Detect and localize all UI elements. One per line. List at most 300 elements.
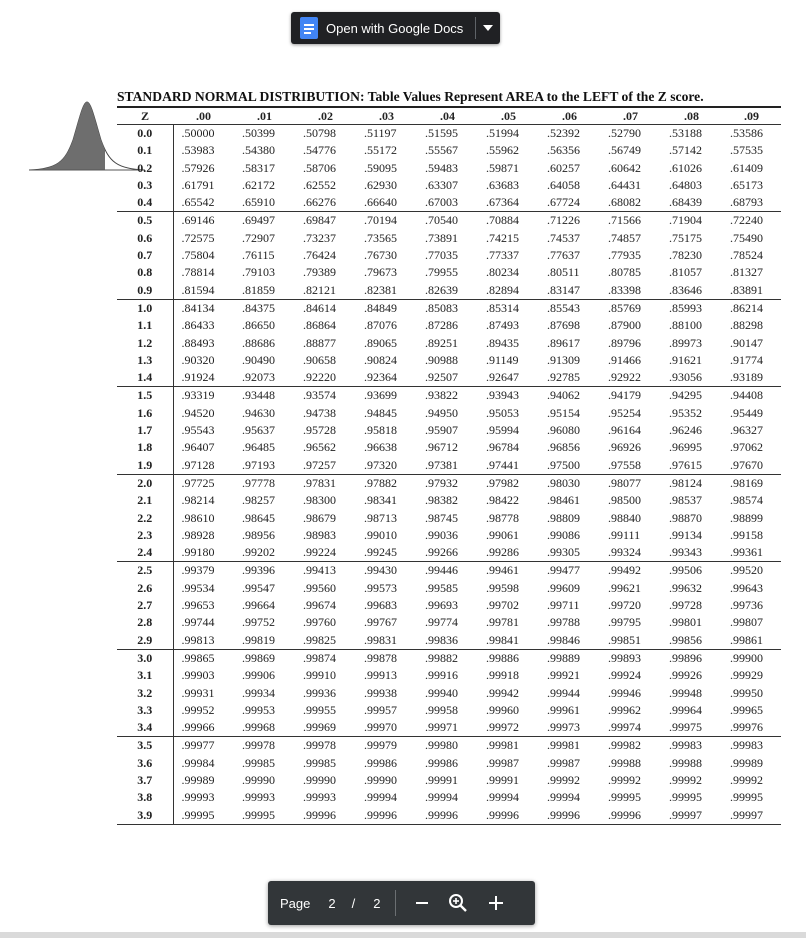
area-cell: .56749 bbox=[608, 143, 641, 158]
area-cell: .88686 bbox=[242, 335, 275, 350]
area-cell: .72575 bbox=[181, 230, 215, 245]
area-cell: .99982 bbox=[608, 738, 641, 753]
area-cell: .83646 bbox=[661, 282, 722, 300]
area-cell: .84375 bbox=[242, 300, 275, 315]
area-cell: .99988 bbox=[608, 755, 641, 770]
area-cell: .99995 bbox=[608, 790, 641, 805]
z-score-cell: 3.3 bbox=[117, 702, 173, 719]
area-cell: .63307 bbox=[425, 177, 458, 192]
area-cell: .88100 bbox=[669, 318, 702, 333]
area-cell: .77337 bbox=[486, 248, 519, 263]
area-cell: .99913 bbox=[364, 668, 397, 683]
area-cell: .96712 bbox=[425, 440, 458, 455]
area-cell: .99158 bbox=[730, 527, 763, 542]
table-header-row bbox=[117, 109, 781, 125]
area-cell: .99683 bbox=[364, 598, 397, 613]
area-cell: .98679 bbox=[303, 510, 336, 525]
area-cell: .96164 bbox=[608, 423, 641, 438]
area-cell: .67724 bbox=[539, 194, 600, 212]
area-cell: .59871 bbox=[486, 160, 519, 175]
area-cell: .51197 bbox=[364, 126, 397, 140]
area-cell: .96784 bbox=[486, 440, 519, 455]
area-cell: .75175 bbox=[669, 230, 702, 245]
table-row bbox=[117, 142, 781, 159]
area-cell: .99991 bbox=[425, 772, 458, 787]
z-score-cell: 2.3 bbox=[117, 527, 173, 544]
area-cell: .50399 bbox=[242, 126, 275, 140]
table-row bbox=[117, 264, 781, 281]
z-score-cell: 1.7 bbox=[117, 422, 173, 439]
area-cell: .99492 bbox=[608, 563, 641, 578]
area-cell: .78524 bbox=[730, 248, 763, 263]
z-score-cell: 0.0 bbox=[117, 125, 173, 143]
table-row bbox=[117, 317, 781, 334]
area-cell: .99266 bbox=[417, 544, 478, 562]
area-cell: .68082 bbox=[600, 194, 661, 212]
area-cell: .65910 bbox=[234, 194, 295, 212]
area-cell: .90658 bbox=[303, 352, 336, 367]
z-score-cell: 0.5 bbox=[117, 212, 173, 230]
table-row bbox=[117, 527, 781, 544]
area-cell: .99534 bbox=[181, 580, 215, 595]
google-docs-icon bbox=[300, 17, 318, 39]
area-cell: .72907 bbox=[242, 230, 275, 245]
open-with-google-docs-button[interactable] bbox=[291, 12, 500, 44]
area-cell: .81859 bbox=[234, 282, 295, 300]
area-cell: .99896 bbox=[669, 650, 702, 665]
area-cell: .79673 bbox=[364, 265, 397, 280]
area-cell: .99736 bbox=[730, 598, 763, 613]
area-cell: .83398 bbox=[600, 282, 661, 300]
area-cell: .99343 bbox=[661, 544, 722, 562]
area-cell: .99379 bbox=[181, 563, 215, 578]
z-score-cell: 3.4 bbox=[117, 719, 173, 737]
table-row bbox=[117, 737, 781, 755]
area-cell: .89435 bbox=[486, 335, 519, 350]
table-row bbox=[117, 194, 781, 212]
area-cell: .99245 bbox=[356, 544, 417, 562]
area-cell: .70540 bbox=[425, 213, 458, 228]
area-cell: .99994 bbox=[425, 790, 458, 805]
area-cell: .97320 bbox=[356, 457, 417, 475]
z-score-cell: 2.6 bbox=[117, 580, 173, 597]
area-cell: .94630 bbox=[242, 405, 275, 420]
area-cell: .99990 bbox=[242, 772, 275, 787]
area-cell: .99989 bbox=[181, 772, 215, 787]
area-cell: .92073 bbox=[234, 369, 295, 387]
table-row bbox=[117, 580, 781, 597]
area-cell: .99944 bbox=[547, 685, 580, 700]
area-cell: .99934 bbox=[242, 685, 275, 700]
area-cell: .92507 bbox=[417, 369, 478, 387]
area-cell: .99988 bbox=[669, 755, 702, 770]
z-score-cell: 1.0 bbox=[117, 299, 173, 317]
table-row bbox=[117, 212, 781, 230]
area-cell: .99621 bbox=[608, 580, 641, 595]
area-cell: .93056 bbox=[661, 369, 722, 387]
area-cell: .97558 bbox=[600, 457, 661, 475]
area-cell: .99825 bbox=[295, 632, 356, 650]
area-cell: .99396 bbox=[242, 563, 275, 578]
area-cell: .98537 bbox=[669, 493, 702, 508]
area-cell: .99996 bbox=[600, 807, 661, 825]
area-cell: .99950 bbox=[730, 685, 763, 700]
area-cell: .99986 bbox=[425, 755, 458, 770]
area-cell: .97778 bbox=[242, 475, 275, 490]
area-cell: .95449 bbox=[730, 405, 763, 420]
area-cell: .99760 bbox=[303, 615, 336, 630]
area-cell: .99976 bbox=[722, 719, 781, 737]
z-score-cell: 0.6 bbox=[117, 230, 173, 247]
area-cell: .98809 bbox=[547, 510, 580, 525]
area-cell: .95154 bbox=[547, 405, 580, 420]
area-cell: .98461 bbox=[547, 493, 580, 508]
header-col: .01 bbox=[234, 109, 295, 125]
area-cell: .99994 bbox=[486, 790, 519, 805]
area-cell: .98257 bbox=[242, 493, 275, 508]
area-cell: .99952 bbox=[181, 702, 215, 717]
area-cell: .73565 bbox=[364, 230, 397, 245]
area-cell: .71904 bbox=[669, 213, 702, 228]
area-cell: .99972 bbox=[478, 719, 539, 737]
area-cell: .99996 bbox=[295, 807, 356, 825]
area-cell: .99693 bbox=[425, 598, 458, 613]
area-cell: .99984 bbox=[181, 755, 215, 770]
area-cell: .99664 bbox=[242, 598, 275, 613]
area-cell: .83147 bbox=[539, 282, 600, 300]
area-cell: .91924 bbox=[173, 369, 234, 387]
table-row bbox=[117, 702, 781, 719]
area-cell: .74857 bbox=[608, 230, 641, 245]
z-score-cell: 2.0 bbox=[117, 474, 173, 492]
area-cell: .99985 bbox=[303, 755, 336, 770]
area-cell: .99992 bbox=[547, 772, 580, 787]
zoom-fit-button[interactable] bbox=[446, 891, 470, 915]
area-cell: .99061 bbox=[486, 527, 519, 542]
z-score-cell: 3.0 bbox=[117, 649, 173, 667]
area-cell: .99969 bbox=[295, 719, 356, 737]
area-cell: .68793 bbox=[722, 194, 781, 212]
area-cell: .96638 bbox=[364, 440, 397, 455]
zoom-in-button[interactable] bbox=[484, 891, 508, 915]
area-cell: .87698 bbox=[547, 318, 580, 333]
area-cell: .99893 bbox=[608, 650, 641, 665]
area-cell: .96926 bbox=[608, 440, 641, 455]
area-cell: .98983 bbox=[303, 527, 336, 542]
area-cell: .85993 bbox=[669, 300, 702, 315]
area-cell: .50798 bbox=[303, 126, 336, 140]
area-cell: .99995 bbox=[173, 807, 234, 825]
area-cell: .99938 bbox=[364, 685, 397, 700]
area-cell: .99961 bbox=[547, 702, 580, 717]
current-page-number[interactable]: 2 bbox=[328, 895, 336, 911]
z-score-cell: 2.8 bbox=[117, 614, 173, 631]
area-cell: .64431 bbox=[608, 177, 641, 192]
area-cell: .99929 bbox=[730, 668, 763, 683]
area-cell: .88877 bbox=[303, 335, 336, 350]
header-col: .04 bbox=[417, 109, 478, 125]
area-cell: .94520 bbox=[181, 405, 215, 420]
z-score-cell: 1.5 bbox=[117, 387, 173, 405]
area-cell: .99851 bbox=[600, 632, 661, 650]
area-cell: .63683 bbox=[486, 177, 519, 192]
area-cell: .95907 bbox=[425, 423, 458, 438]
area-cell: .99953 bbox=[242, 702, 275, 717]
area-cell: .99975 bbox=[661, 719, 722, 737]
area-cell: .60257 bbox=[547, 160, 580, 175]
table-row bbox=[117, 789, 781, 806]
area-cell: .86650 bbox=[242, 318, 275, 333]
area-cell: .99846 bbox=[539, 632, 600, 650]
table-row bbox=[117, 457, 781, 475]
area-cell: .82121 bbox=[295, 282, 356, 300]
area-cell: .97725 bbox=[181, 475, 215, 490]
area-cell: .91309 bbox=[547, 352, 580, 367]
table-row bbox=[117, 247, 781, 264]
area-cell: .94738 bbox=[303, 405, 336, 420]
table-row bbox=[117, 299, 781, 317]
area-cell: .82381 bbox=[356, 282, 417, 300]
area-cell: .99874 bbox=[303, 650, 336, 665]
page-bottom-edge bbox=[0, 932, 806, 938]
area-cell: .89251 bbox=[425, 335, 458, 350]
table-row bbox=[117, 160, 781, 177]
area-cell: .67364 bbox=[478, 194, 539, 212]
area-cell: .96327 bbox=[730, 423, 763, 438]
area-cell: .80511 bbox=[547, 265, 580, 280]
area-cell: .55567 bbox=[425, 143, 458, 158]
table-row bbox=[117, 597, 781, 614]
z-score-cell: 1.3 bbox=[117, 352, 173, 369]
area-cell: .94295 bbox=[669, 388, 702, 403]
area-cell: .99889 bbox=[547, 650, 580, 665]
table-row bbox=[117, 422, 781, 439]
area-cell: .99997 bbox=[722, 807, 781, 825]
area-cell: .88493 bbox=[181, 335, 215, 350]
area-cell: .89973 bbox=[669, 335, 702, 350]
area-cell: .95728 bbox=[303, 423, 336, 438]
area-cell: .98574 bbox=[730, 493, 763, 508]
area-cell: .94179 bbox=[608, 388, 641, 403]
z-score-cell: 3.9 bbox=[117, 807, 173, 825]
area-cell: .85543 bbox=[547, 300, 580, 315]
area-cell: .86864 bbox=[303, 318, 336, 333]
area-cell: .99801 bbox=[669, 615, 702, 630]
area-cell: .92364 bbox=[356, 369, 417, 387]
area-cell: .99910 bbox=[303, 668, 336, 683]
area-cell: .99931 bbox=[181, 685, 215, 700]
area-cell: .99632 bbox=[669, 580, 702, 595]
area-cell: .99430 bbox=[364, 563, 397, 578]
area-cell: .94950 bbox=[425, 405, 458, 420]
magnifier-icon bbox=[448, 893, 468, 913]
area-cell: .98422 bbox=[486, 493, 519, 508]
z-score-cell: 1.6 bbox=[117, 405, 173, 422]
area-cell: .99831 bbox=[356, 632, 417, 650]
area-cell: .55962 bbox=[486, 143, 519, 158]
area-cell: .83891 bbox=[722, 282, 781, 300]
area-cell: .56356 bbox=[547, 143, 580, 158]
table-row bbox=[117, 667, 781, 684]
area-cell: .99958 bbox=[425, 702, 458, 717]
area-cell: .99643 bbox=[730, 580, 763, 595]
area-cell: .99609 bbox=[547, 580, 580, 595]
area-cell: .98124 bbox=[669, 475, 702, 490]
area-cell: .99788 bbox=[547, 615, 580, 630]
area-cell: .99992 bbox=[669, 772, 702, 787]
area-cell: .99861 bbox=[722, 632, 781, 650]
area-cell: .99971 bbox=[417, 719, 478, 737]
area-cell: .99653 bbox=[181, 598, 215, 613]
table-row bbox=[117, 649, 781, 667]
area-cell: .99744 bbox=[181, 615, 215, 630]
area-cell: .98214 bbox=[181, 493, 215, 508]
area-cell: .92922 bbox=[600, 369, 661, 387]
area-cell: .96562 bbox=[303, 440, 336, 455]
area-cell: .76424 bbox=[303, 248, 336, 263]
area-cell: .99361 bbox=[722, 544, 781, 562]
area-cell: .92785 bbox=[539, 369, 600, 387]
area-cell: .57535 bbox=[730, 143, 763, 158]
area-cell: .62552 bbox=[303, 177, 336, 192]
table-row bbox=[117, 405, 781, 422]
header-col: .03 bbox=[356, 109, 417, 125]
area-cell: .97062 bbox=[730, 440, 763, 455]
area-cell: .94408 bbox=[730, 388, 763, 403]
area-cell: .99720 bbox=[608, 598, 641, 613]
area-cell: .91466 bbox=[608, 352, 641, 367]
area-cell: .99869 bbox=[242, 650, 275, 665]
area-cell: .93448 bbox=[242, 388, 275, 403]
area-cell: .99946 bbox=[608, 685, 641, 700]
area-cell: .99180 bbox=[173, 544, 234, 562]
area-cell: .52790 bbox=[608, 126, 641, 140]
table-row bbox=[117, 177, 781, 194]
area-cell: .50000 bbox=[181, 126, 215, 140]
area-cell: .76730 bbox=[364, 248, 397, 263]
z-score-cell: 3.6 bbox=[117, 755, 173, 772]
z-score-cell: 2.5 bbox=[117, 562, 173, 580]
area-cell: .99981 bbox=[486, 738, 519, 753]
area-cell: .95254 bbox=[608, 405, 641, 420]
area-cell: .55172 bbox=[364, 143, 397, 158]
area-cell: .84614 bbox=[303, 300, 336, 315]
area-cell: .99767 bbox=[364, 615, 397, 630]
area-cell: .66276 bbox=[295, 194, 356, 212]
area-cell: .93699 bbox=[364, 388, 397, 403]
area-cell: .99955 bbox=[303, 702, 336, 717]
table-row bbox=[117, 474, 781, 492]
area-cell: .85769 bbox=[608, 300, 641, 315]
area-cell: .86214 bbox=[730, 300, 763, 315]
area-cell: .79103 bbox=[242, 265, 275, 280]
area-cell: .97441 bbox=[478, 457, 539, 475]
toolbar-divider bbox=[395, 890, 396, 916]
area-cell: .91621 bbox=[669, 352, 702, 367]
area-cell: .99836 bbox=[417, 632, 478, 650]
area-cell: .90490 bbox=[242, 352, 275, 367]
area-cell: .74537 bbox=[547, 230, 580, 245]
area-cell: .68439 bbox=[661, 194, 722, 212]
z-score-cell: 2.4 bbox=[117, 544, 173, 562]
caret-down-icon[interactable] bbox=[476, 25, 500, 31]
area-cell: .99813 bbox=[173, 632, 234, 650]
area-cell: .84134 bbox=[181, 300, 215, 315]
area-cell: .69847 bbox=[303, 213, 336, 228]
area-cell: .85083 bbox=[425, 300, 458, 315]
header-col: .06 bbox=[539, 109, 600, 125]
area-cell: .99461 bbox=[486, 563, 519, 578]
area-cell: .98300 bbox=[303, 493, 336, 508]
area-cell: .99674 bbox=[303, 598, 336, 613]
area-cell: .99968 bbox=[234, 719, 295, 737]
page-label: Page bbox=[280, 895, 311, 911]
area-cell: .73891 bbox=[425, 230, 458, 245]
area-cell: .99795 bbox=[608, 615, 641, 630]
table-row bbox=[117, 335, 781, 352]
area-cell: .90320 bbox=[181, 352, 215, 367]
area-cell: .54380 bbox=[242, 143, 275, 158]
area-cell: .99036 bbox=[425, 527, 458, 542]
area-cell: .99960 bbox=[486, 702, 519, 717]
area-cell: .82639 bbox=[417, 282, 478, 300]
z-score-cell: 1.1 bbox=[117, 317, 173, 334]
area-cell: .51595 bbox=[425, 126, 458, 140]
total-pages: 2 bbox=[373, 895, 381, 911]
area-cell: .61409 bbox=[730, 160, 763, 175]
area-cell: .99966 bbox=[173, 719, 234, 737]
area-cell: .73237 bbox=[303, 230, 336, 245]
area-cell: .95818 bbox=[364, 423, 397, 438]
area-cell: .96995 bbox=[669, 440, 702, 455]
area-cell: .99990 bbox=[364, 772, 397, 787]
area-cell: .69497 bbox=[242, 213, 275, 228]
area-cell: .53983 bbox=[181, 143, 215, 158]
area-cell: .71566 bbox=[608, 213, 641, 228]
area-cell: .99878 bbox=[364, 650, 397, 665]
area-cell: .97257 bbox=[295, 457, 356, 475]
area-cell: .64803 bbox=[669, 177, 702, 192]
header-z: Z bbox=[117, 109, 173, 125]
area-cell: .59095 bbox=[364, 160, 397, 175]
z-score-cell: 0.9 bbox=[117, 282, 173, 300]
area-cell: .95543 bbox=[181, 423, 215, 438]
area-cell: .99774 bbox=[425, 615, 458, 630]
area-cell: .99413 bbox=[303, 563, 336, 578]
area-cell: .99978 bbox=[303, 738, 336, 753]
area-cell: .99728 bbox=[669, 598, 702, 613]
area-cell: .97193 bbox=[234, 457, 295, 475]
area-cell: .97670 bbox=[722, 457, 781, 475]
area-cell: .61791 bbox=[181, 177, 215, 192]
area-cell: .87900 bbox=[608, 318, 641, 333]
area-cell: .99983 bbox=[730, 738, 763, 753]
area-cell: .57926 bbox=[181, 160, 215, 175]
area-cell: .99978 bbox=[242, 738, 275, 753]
area-cell: .99134 bbox=[669, 527, 702, 542]
area-cell: .58706 bbox=[303, 160, 336, 175]
area-cell: .95053 bbox=[486, 405, 519, 420]
area-cell: .98030 bbox=[547, 475, 580, 490]
area-cell: .99305 bbox=[539, 544, 600, 562]
minus-icon bbox=[415, 896, 429, 910]
z-table bbox=[117, 109, 781, 825]
area-cell: .95637 bbox=[242, 423, 275, 438]
area-cell: .99983 bbox=[669, 738, 702, 753]
zoom-out-button[interactable] bbox=[410, 891, 434, 915]
area-cell: .77935 bbox=[608, 248, 641, 263]
area-cell: .96485 bbox=[242, 440, 275, 455]
